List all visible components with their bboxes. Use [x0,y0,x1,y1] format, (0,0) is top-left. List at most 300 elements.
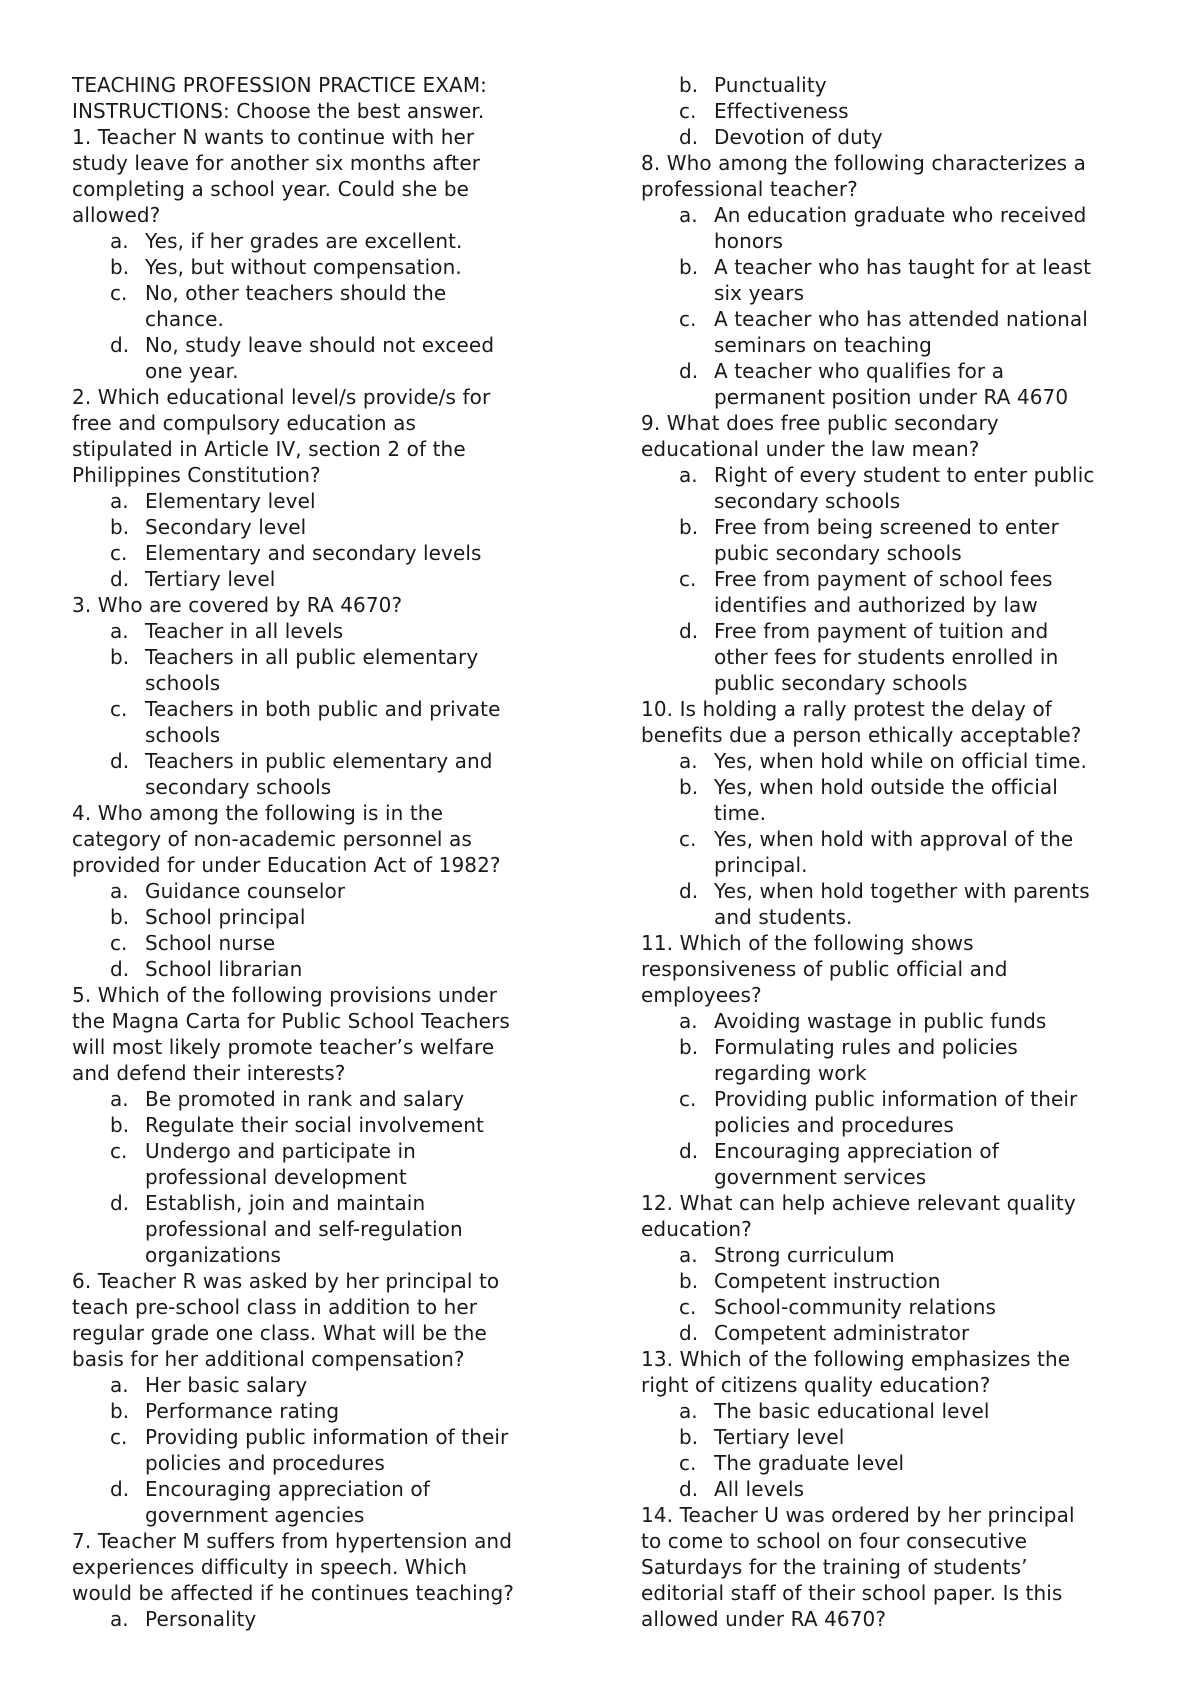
option-c [72,696,572,748]
option-letter: c. [679,827,697,851]
option-c [641,98,1141,124]
option-text-line: and students. [714,905,853,929]
option-c [641,1294,1141,1320]
option-text [145,644,572,696]
option-text-line: Devotion of duty [714,125,883,149]
option-text-line: Encouraging appreciation of [145,1477,430,1501]
option-text-line: Her basic salary [145,1373,308,1397]
option-c [72,930,572,956]
option-text [714,774,1141,826]
option-text-line: Right of every student to enter public [714,463,1095,487]
option-letter: b. [679,1035,699,1059]
option-text-line: Regulate their social involvement [145,1113,484,1137]
option-letter: b. [679,775,699,799]
option-text [145,696,572,748]
question-11-text: responsiveness of public official and [641,957,1008,981]
question-3-text: 3. Who are covered by RA 4670? [72,593,403,617]
option-text-line: regarding work [714,1061,867,1085]
option-text-line: identifies and authorized by law [714,593,1038,617]
question-2-text: free and compulsory education as [72,411,416,435]
option-text [145,930,572,956]
question-4-text: 4. Who among the following is in the [72,801,443,825]
question-5-text: and defend their interests? [72,1061,346,1085]
question-14-text: editorial staff of their school paper. Is this [641,1581,1063,1605]
option-text-line: Undergo and participate in [145,1139,416,1163]
option-text-line: Yes, when hold while on official time. [714,749,1087,773]
option-d [641,358,1141,410]
question-13-options [641,1398,1141,1502]
option-d [72,332,572,384]
option-letter: a. [679,1009,698,1033]
option-text-line: six years [714,281,805,305]
left-column [72,72,572,1632]
option-a [72,488,572,514]
option-c [641,1086,1141,1138]
option-text-line: Avoiding wastage in public funds [714,1009,1047,1033]
option-letter: d. [679,1321,699,1345]
option-letter: b. [110,255,130,279]
right-column [641,72,1141,1632]
option-text-line: Yes, if her grades are excellent. [145,229,463,253]
question-13-text: right of citizens quality education? [641,1373,991,1397]
option-text [145,488,572,514]
option-text [145,1086,572,1112]
option-d [72,566,572,592]
option-text [714,514,1141,566]
option-letter: d. [110,1191,130,1215]
option-text-line: Be promoted in rank and salary [145,1087,465,1111]
question-4-text: provided for under Education Act of 1982? [72,853,501,877]
question-7-text: experiences difficulty in speech. Which [72,1555,468,1579]
question-7-text: would be affected if he continues teaching? [72,1581,515,1605]
option-text [714,202,1141,254]
question-1 [72,124,572,228]
option-text [145,280,572,332]
question-14-text: to come to school on four consecutive [641,1529,1028,1553]
option-text-line: public secondary schools [714,671,968,695]
option-b [72,1112,572,1138]
question-9-options [641,462,1141,696]
option-text [714,98,1141,124]
option-text [714,1320,1141,1346]
option-text-line: Teacher in all levels [145,619,344,643]
option-letter: a. [679,203,698,227]
option-text-line: chance. [145,307,224,331]
option-letter: b. [110,1113,130,1137]
option-text [714,124,1141,150]
option-letter: b. [679,73,699,97]
option-d [641,1476,1141,1502]
option-text-line: School-community relations [714,1295,996,1319]
option-text [145,1112,572,1138]
option-text [714,1450,1141,1476]
option-a [72,618,572,644]
option-d [72,748,572,800]
option-text-line: Elementary level [145,489,316,513]
option-letter: a. [110,879,129,903]
option-d [72,956,572,982]
option-b [72,644,572,696]
option-text-line: pubic secondary schools [714,541,962,565]
question-7-options [72,1606,572,1632]
question-9-text: educational under the law mean? [641,437,980,461]
option-d [641,124,1141,150]
option-letter: c. [110,1139,128,1163]
question-3 [72,592,572,618]
question-4-options [72,878,572,982]
question-5 [72,982,572,1086]
question-7 [72,1528,572,1606]
option-text-line: Competent administrator [714,1321,970,1345]
option-text-line: All levels [714,1477,805,1501]
option-text [145,1606,572,1632]
option-letter: a. [110,1087,129,1111]
option-text-line: The basic educational level [714,1399,990,1423]
option-text [714,1398,1141,1424]
option-c [72,540,572,566]
question-14-text: Saturdays for the training of students’ [641,1555,1028,1579]
question-6-text: 6. Teacher R was asked by her principal to [72,1269,500,1293]
option-text [145,1476,572,1528]
question-1-options [72,228,572,384]
option-text-line: An education graduate who received [714,203,1087,227]
option-text-line: Effectiveness [714,99,849,123]
question-8-text: professional teacher? [641,177,858,201]
question-12-options [641,1242,1141,1346]
option-letter: c. [110,931,128,955]
option-a [72,1086,572,1112]
option-text-line: principal. [714,853,808,877]
option-letter: a. [110,619,129,643]
option-text-line: organizations [145,1243,282,1267]
option-b [641,1034,1141,1086]
option-letter: a. [679,749,698,773]
option-text [145,514,572,540]
question-1-text: allowed? [72,203,161,227]
option-text [714,826,1141,878]
question-10-text: 10. Is holding a rally protest the delay of [641,697,1052,721]
option-text-line: Teachers in both public and private [145,697,501,721]
option-text-line: professional and self-regulation [145,1217,463,1241]
question-11-text: 11. Which of the following shows [641,931,974,955]
question-8 [641,150,1141,202]
question-7-options-continued [641,72,1141,150]
option-letter: a. [110,229,129,253]
question-2-text: stipulated in Article IV, section 2 of the [72,437,466,461]
question-10 [641,696,1141,748]
option-text [714,1242,1141,1268]
option-b [72,254,572,280]
option-letter: c. [679,99,697,123]
option-letter: a. [110,1607,129,1631]
option-letter: b. [110,905,130,929]
option-text-line: time. [714,801,767,825]
option-text [145,566,572,592]
option-text-line: No, other teachers should the [145,281,447,305]
option-text-line: policies and procedures [714,1113,954,1137]
option-text-line: Teachers in public elementary and [145,749,493,773]
question-6 [72,1268,572,1372]
option-text-line: A teacher who qualifies for a [714,359,1005,383]
option-text [145,228,572,254]
question-7-text: 7. Teacher M suffers from hypertension and [72,1529,513,1553]
question-2-options [72,488,572,592]
option-text-line: A teacher who has taught for at least [714,255,1092,279]
option-letter: b. [679,1269,699,1293]
option-d [641,1320,1141,1346]
option-text-line: Tertiary level [714,1425,845,1449]
option-text [714,72,1141,98]
question-14 [641,1502,1141,1632]
option-letter: d. [679,125,699,149]
option-letter: c. [679,307,697,331]
option-letter: b. [110,1399,130,1423]
question-5-text: 5. Which of the following provisions under [72,983,498,1007]
question-13 [641,1346,1141,1398]
question-1-text: study leave for another six months after [72,151,481,175]
option-text [145,1190,572,1268]
option-letter: d. [110,957,130,981]
option-c [72,280,572,332]
option-text [714,878,1141,930]
option-text-line: policies and procedures [145,1451,385,1475]
option-a [641,1008,1141,1034]
exam-instructions: INSTRUCTIONS: Choose the best answer. [72,99,485,123]
option-letter: b. [110,515,130,539]
question-14-text: 14. Teacher U was ordered by her principal [641,1503,1075,1527]
option-text-line: Yes, but without compensation. [145,255,462,279]
option-text-line: A teacher who has attended national [714,307,1088,331]
option-letter: c. [679,1295,697,1319]
option-text-line: Free from payment of school fees [714,567,1053,591]
option-text [714,748,1141,774]
option-text [714,566,1141,618]
question-8-text: 8. Who among the following characterizes a [641,151,1087,175]
option-a [72,878,572,904]
option-text-line: No, study leave should not exceed [145,333,495,357]
option-c [72,1424,572,1476]
question-6-options [72,1372,572,1528]
option-b [641,514,1141,566]
option-text-line: schools [145,671,221,695]
question-11-options [641,1008,1141,1190]
question-6-text: teach pre-school class in addition to her [72,1295,478,1319]
question-13-text: 13. Which of the following emphasizes the [641,1347,1071,1371]
question-11-text: employees? [641,983,762,1007]
option-text-line: government agencies [145,1503,365,1527]
option-text [714,306,1141,358]
question-1-text: 1. Teacher N wants to continue with her [72,125,475,149]
option-c [72,1138,572,1190]
option-letter: c. [110,541,128,565]
option-text-line: other fees for students enrolled in [714,645,1059,669]
option-letter: d. [679,1139,699,1163]
option-text-line: Yes, when hold together with parents [714,879,1090,903]
option-letter: a. [110,1373,129,1397]
question-11 [641,930,1141,1008]
option-text-line: School principal [145,905,306,929]
option-text-line: Performance rating [145,1399,340,1423]
option-text-line: Personality [145,1607,257,1631]
option-text-line: Encouraging appreciation of [714,1139,999,1163]
option-text-line: Tertiary level [145,567,276,591]
question-1-text: completing a school year. Could she be [72,177,470,201]
option-text [714,358,1141,410]
option-text-line: permanent position under RA 4670 [714,385,1069,409]
option-a [72,1606,572,1632]
option-d [641,878,1141,930]
option-text-line: one year. [145,359,239,383]
option-d [641,618,1141,696]
exam-title: TEACHING PROFESSION PRACTICE EXAM: [72,73,488,97]
option-text [714,1268,1141,1294]
question-10-options [641,748,1141,930]
option-letter: d. [679,1477,699,1501]
question-9 [641,410,1141,462]
option-letter: c. [679,1087,697,1111]
option-a [72,1372,572,1398]
option-text [145,540,572,566]
option-letter: d. [110,749,130,773]
option-text [145,1398,572,1424]
option-text-line: Yes, when hold outside the official [714,775,1058,799]
question-5-options [72,1086,572,1268]
option-letter: d. [679,359,699,383]
option-text [145,332,572,384]
option-letter: b. [679,255,699,279]
option-text-line: Elementary and secondary levels [145,541,482,565]
option-a [72,228,572,254]
option-b [72,514,572,540]
option-b [641,774,1141,826]
option-text [145,1424,572,1476]
option-text [145,904,572,930]
option-text [714,618,1141,696]
option-text-line: Guidance counselor [145,879,346,903]
option-letter: d. [679,879,699,903]
option-text [714,1476,1141,1502]
question-2-text: 2. Which educational level/s provide/s for [72,385,491,409]
option-text-line: government services [714,1165,927,1189]
option-text [714,1008,1141,1034]
option-text [145,254,572,280]
question-12 [641,1190,1141,1242]
option-text-line: secondary schools [714,489,901,513]
question-9-text: 9. What does free public secondary [641,411,999,435]
option-text [714,1424,1141,1450]
option-c [641,566,1141,618]
option-text-line: Providing public information of their [714,1087,1078,1111]
option-a [641,1242,1141,1268]
option-text-line: Providing public information of their [145,1425,509,1449]
option-letter: d. [110,333,130,357]
option-b [641,254,1141,306]
option-c [641,826,1141,878]
option-text [145,748,572,800]
option-letter: d. [110,567,130,591]
question-14-text: allowed under RA 4670? [641,1607,887,1631]
option-c [641,1450,1141,1476]
question-2-text: Philippines Constitution? [72,463,321,487]
question-6-text: regular grade one class. What will be the [72,1321,487,1345]
option-text-line: Formulating rules and policies [714,1035,1018,1059]
option-letter: a. [679,463,698,487]
question-10-text: benefits due a person ethically acceptable? [641,723,1082,747]
option-text [714,1034,1141,1086]
option-letter: d. [679,619,699,643]
option-text-line: School librarian [145,957,303,981]
question-4-text: category of non-academic personnel as [72,827,472,851]
option-text-line: Competent instruction [714,1269,941,1293]
option-letter: a. [679,1399,698,1423]
option-letter: c. [110,281,128,305]
option-text-line: schools [145,723,221,747]
option-letter: b. [110,645,130,669]
option-d [72,1476,572,1528]
option-b [641,1424,1141,1450]
option-text [714,1294,1141,1320]
option-letter: c. [679,1451,697,1475]
question-3-options [72,618,572,800]
option-letter: c. [110,697,128,721]
option-a [641,748,1141,774]
option-letter: d. [110,1477,130,1501]
option-text [714,254,1141,306]
option-text-line: School nurse [145,931,276,955]
question-5-text: the Magna Carta for Public School Teachers [72,1009,510,1033]
option-text [145,956,572,982]
option-letter: a. [110,489,129,513]
question-5-text: will most likely promote teacher’s welfare [72,1035,495,1059]
option-text-line: Free from payment of tuition and [714,619,1049,643]
option-b [72,1398,572,1424]
question-8-options [641,202,1141,410]
option-text-line: seminars on teaching [714,333,932,357]
option-text-line: Establish, join and maintain [145,1191,426,1215]
option-text [714,1138,1141,1190]
option-a [641,202,1141,254]
option-letter: c. [110,1425,128,1449]
option-letter: c. [679,567,697,591]
option-text-line: Strong curriculum [714,1243,895,1267]
option-text [145,878,572,904]
option-letter: b. [679,515,699,539]
option-b [641,1268,1141,1294]
option-d [641,1138,1141,1190]
option-text-line: secondary schools [145,775,332,799]
question-12-text: 12. What can help achieve relevant quality [641,1191,1076,1215]
question-2 [72,384,572,488]
option-text-line: The graduate level [714,1451,905,1475]
option-letter: b. [679,1425,699,1449]
option-text-line: honors [714,229,784,253]
option-text [714,1086,1141,1138]
question-12-text: education? [641,1217,752,1241]
option-letter: a. [679,1243,698,1267]
option-text-line: Teachers in all public elementary [145,645,479,669]
question-6-text: basis for her additional compensation? [72,1347,465,1371]
option-text-line: professional development [145,1165,407,1189]
option-a [641,1398,1141,1424]
option-text [145,1372,572,1398]
option-text [714,462,1141,514]
question-4 [72,800,572,878]
option-a [641,462,1141,514]
option-text-line: Secondary level [145,515,307,539]
option-b [72,904,572,930]
option-text-line: Punctuality [714,73,827,97]
option-b [641,72,1141,98]
